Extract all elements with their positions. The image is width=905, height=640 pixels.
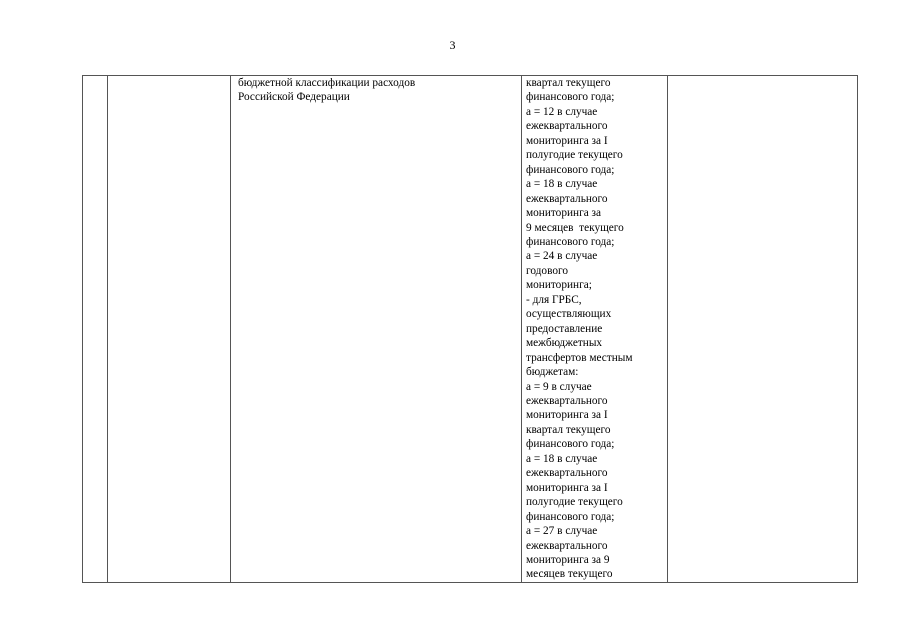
formula-line: трансфертов местным xyxy=(526,351,633,364)
page-number: 3 xyxy=(449,38,456,52)
formula-line: мониторинга за I xyxy=(526,409,608,422)
formula-line: ежеквартального xyxy=(526,394,608,407)
cell-indicator-name xyxy=(108,76,231,583)
formula-line: финансового года; xyxy=(526,510,615,523)
formula-line: полугодие текущего xyxy=(526,496,623,509)
formula-line: мониторинга за I xyxy=(526,481,608,494)
formula-line: месяцев текущего xyxy=(526,568,613,581)
document-table xyxy=(82,75,858,583)
cell-formula xyxy=(522,76,668,583)
formula-line: ежеквартального xyxy=(526,467,608,480)
formula-line: а = 24 в случае xyxy=(526,250,598,263)
formula-line: мониторинга; xyxy=(526,279,592,292)
formula-line: а = 18 в случае xyxy=(526,452,598,465)
formula-line: 9 месяцев текущего xyxy=(526,221,624,234)
formula-line: годового xyxy=(526,264,568,277)
description-text xyxy=(238,76,518,105)
cell-description xyxy=(231,76,522,583)
formula-line: а = 12 в случае xyxy=(526,105,598,118)
description-line: бюджетной классификации расходов xyxy=(238,77,416,89)
cell-notes xyxy=(668,76,858,583)
description-line: Российской Федерации xyxy=(238,91,350,104)
formula-line: бюджетам: xyxy=(526,366,579,379)
formula-line: финансового года; xyxy=(526,235,615,248)
formula-line: а = 9 в случае xyxy=(526,380,592,393)
cell-number xyxy=(83,76,108,583)
formula-line: а = 18 в случае xyxy=(526,178,598,191)
formula-line: финансового года; xyxy=(526,438,615,451)
formula-line: осуществляющих xyxy=(526,308,612,321)
formula-line: - для ГРБС, xyxy=(526,293,582,306)
formula-text xyxy=(526,76,664,582)
formula-line: полугодие текущего xyxy=(526,149,623,162)
formula-line: квартал текущего xyxy=(526,423,611,436)
table-row xyxy=(83,76,858,583)
formula-line: ежеквартального xyxy=(526,192,608,205)
formula-line: мониторинга за xyxy=(526,207,602,220)
formula-line: мониторинга за I xyxy=(526,134,608,147)
formula-line: а = 27 в случае xyxy=(526,525,598,538)
formula-line: мониторинга за 9 xyxy=(526,553,610,566)
formula-line: ежеквартального xyxy=(526,539,608,552)
formula-line: межбюджетных xyxy=(526,337,603,350)
formula-line: квартал текущего xyxy=(526,77,611,89)
formula-line: финансового года; xyxy=(526,91,615,104)
formula-line: финансового года; xyxy=(526,163,615,176)
formula-line: ежеквартального xyxy=(526,120,608,133)
formula-line: предоставление xyxy=(526,322,603,335)
